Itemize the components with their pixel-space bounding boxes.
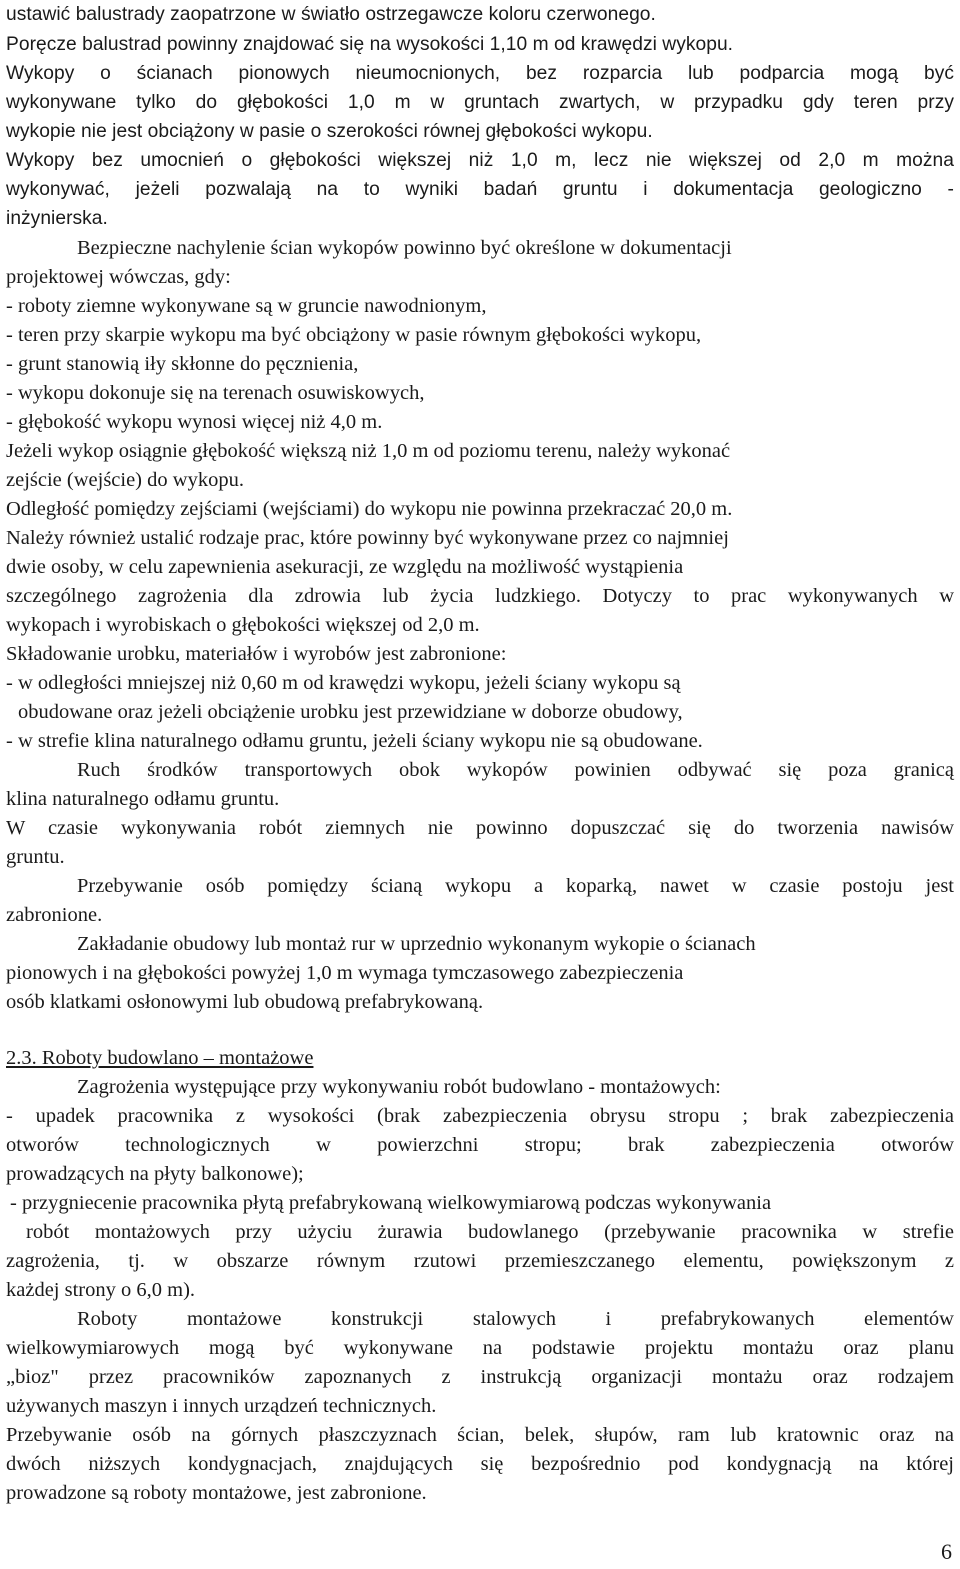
text-line: „bioz" przez pracowników zapoznanych z instrukcją organizacji montażu oraz rodzajem (6, 1366, 954, 1388)
text-line: Bezpieczne nachylenie ścian wykopów powinno być określone w dokumentacji (77, 237, 732, 259)
list-item: - roboty ziemne wykonywane są w gruncie nawodnionym, (6, 295, 487, 317)
list-item: - teren przy skarpie wykopu ma być obciążony w pasie równym głębokości wykopu, (6, 324, 702, 346)
list-item-continuation: robót montażowych przy użyciu żurawia budowlanego (przebywanie pracownika w strefie (26, 1221, 954, 1243)
list-item: - upadek pracownika z wysokości (brak zabezpieczenia obrysu stropu ; brak zabezpieczenia (6, 1105, 954, 1127)
text-line: Poręcze balustrad powinny znajdować się na wysokości 1,10 m od krawędzi wykopu. (6, 34, 734, 55)
text-line: klina naturalnego odłamu gruntu. (6, 788, 280, 810)
text-line: zabronione. (6, 904, 103, 926)
list-item-continuation: każdej strony o 6,0 m). (6, 1279, 196, 1301)
text-line: inżynierska. (6, 208, 108, 229)
text-line: Roboty montażowe konstrukcji stalowych i prefabrykowanych elementów (77, 1308, 954, 1330)
list-item: - grunt stanowią iły skłonne do pęcznienia, (6, 353, 359, 375)
text-line: Odległość pomiędzy zejściami (wejściami) do wykopu nie powinna przekraczać 20,0 m. (6, 498, 733, 520)
text-line: zejście (wejście) do wykopu. (6, 469, 244, 491)
list-item: - wykopu dokonuje się na terenach osuwiskowych, (6, 382, 425, 404)
text-line: ustawić balustrady zaopatrzone w światło ostrzegawcze koloru czerwonego. (6, 4, 656, 25)
text-line: Zagrożenia występujące przy wykonywaniu robót budowlano - montażowych: (77, 1076, 721, 1098)
list-item-continuation: prowadzących na płyty balkonowe); (6, 1163, 304, 1185)
text-line: dwóch niższych kondygnacjach, znajdujących się bezpośrednio pod kondygnacją na której (6, 1453, 954, 1475)
text-line: Zakładanie obudowy lub montaż rur w uprzednio wykonanym wykopie o ścianach (77, 933, 756, 955)
text-line: używanych maszyn i innych urządzeń technicznych. (6, 1395, 437, 1417)
list-item-continuation: zagrożenia, tj. w obszarze równym rzutowi przemieszczanego elementu, powiększonym z (6, 1250, 954, 1272)
text-line: szczególnego zagrożenia dla zdrowia lub życia ludzkiego. Dotyczy to prac wykonywanych w (6, 585, 954, 607)
text-line: W czasie wykonywania robót ziemnych nie powinno dopuszczać się do tworzenia nawisów (6, 817, 954, 839)
page-number: 6 (941, 1539, 952, 1564)
text-line: wykopie nie jest obciążony w pasie o szerokości równej głębokości wykopu. (6, 121, 653, 142)
text-line: Jeżeli wykop osiągnie głębokość większą niż 1,0 m od poziomu terenu, należy wykonać (6, 440, 731, 462)
text-line: gruntu. (6, 846, 65, 868)
list-item: - w odległości mniejszej niż 0,60 m od krawędzi wykopu, jeżeli ściany wykopu są (6, 672, 681, 694)
text-line: wielkowymiarowych mogą być wykonywane na podstawie projektu montażu oraz planu (6, 1337, 954, 1359)
text-line: pionowych i na głębokości powyżej 1,0 m wymaga tymczasowego zabezpieczenia (6, 962, 684, 984)
text-line: wykopach i wyrobiskach o głębokości większej od 2,0 m. (6, 614, 480, 636)
list-item: - przygniecenie pracownika płytą prefabrykowaną wielkowymiarową podczas wykonywania (10, 1192, 772, 1214)
text-line: Ruch środków transportowych obok wykopów powinien odbywać się poza granicą (77, 759, 954, 781)
section-heading: 2.3. Roboty budowlano – montażowe (6, 1047, 314, 1069)
text-line: prowadzone są roboty montażowe, jest zabronione. (6, 1482, 427, 1504)
list-item-continuation: obudowane oraz jeżeli obciążenie urobku jest przewidziane w doborze obudowy, (18, 701, 683, 723)
text-line: Składowanie urobku, materiałów i wyrobów jest zabronione: (6, 643, 507, 665)
text-line: wykonywane tylko do głębokości 1,0 m w gruntach zwartych, w przypadku gdy teren przy (6, 92, 954, 113)
text-line: dwie osoby, w celu zapewnienia asekuracji, ze względu na możliwość wystąpienia (6, 556, 684, 578)
text-line: Należy również ustalić rodzaje prac, które powinny być wykonywane przez co najmniej (6, 527, 729, 549)
text-line: Wykopy o ścianach pionowych nieumocnionych, bez rozparcia lub podparcia mogą być (6, 63, 954, 84)
text-line: osób klatkami osłonowymi lub obudową prefabrykowaną. (6, 991, 484, 1013)
text-line: Wykopy bez umocnień o głębokości większej niż 1,0 m, lecz nie większej od 2,0 m można (6, 150, 954, 171)
text-line: Przebywanie osób pomiędzy ścianą wykopu a koparką, nawet w czasie postoju jest (77, 875, 954, 897)
text-line: wykonywać, jeżeli pozwalają na to wyniki badań gruntu i dokumentacja geologiczno - (6, 179, 954, 200)
list-item: - w strefie klina naturalnego odłamu gruntu, jeżeli ściany wykopu nie są obudowane. (6, 730, 703, 752)
list-item-continuation: otworów technologicznych w powierzchni stropu; brak zabezpieczenia otworów (6, 1134, 954, 1156)
text-line: Przebywanie osób na górnych płaszczyznach ścian, belek, słupów, ram lub kratownic oraz na (6, 1424, 954, 1446)
list-item: - głębokość wykopu wynosi więcej niż 4,0 m. (6, 411, 383, 433)
text-line: projektowej wówczas, gdy: (6, 266, 231, 288)
